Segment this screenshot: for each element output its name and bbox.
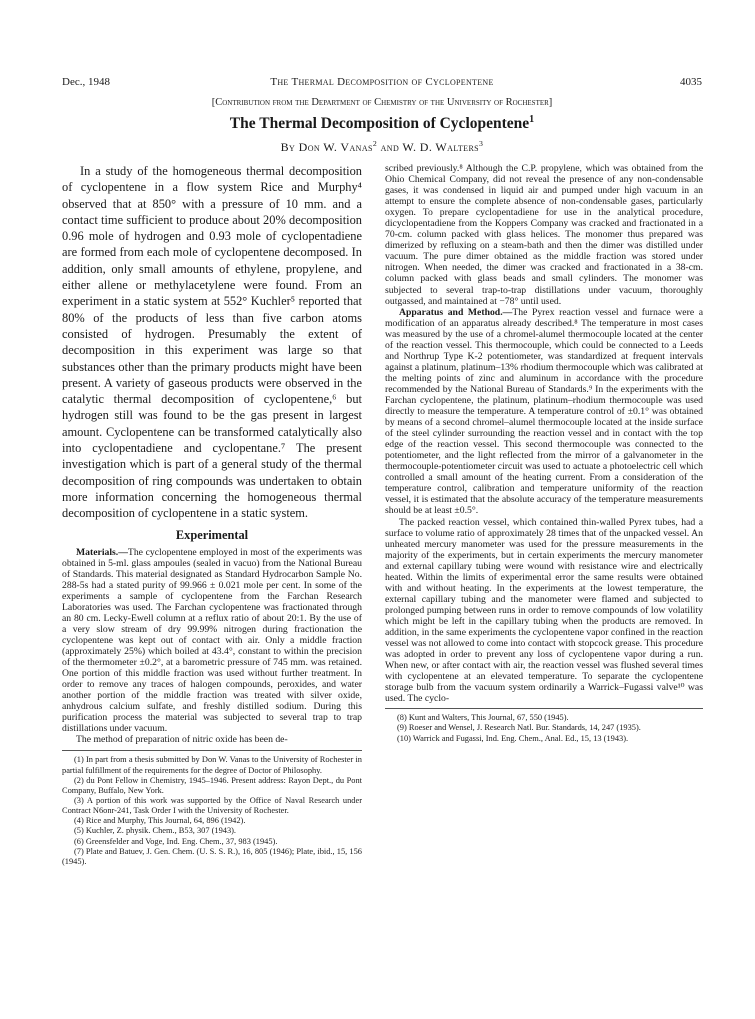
paragraph-text: The Pyrex reaction vessel and furnace were a modification of an apparatus already described.⁸ The temperature in most cases was measured by the use of a chromel-alumel thermocouple located at the center of the reaction vessel. This thermocouple, which could be connected to a Leeds and Northrup Type K-2 potentiometer, was standardized at frequent intervals against a platinum, platinum–13% rhodium thermocouple which was calibrated at the melting points of zinc and aluminum in accordance with the procedure recommended by the National Bureau of Standards.⁹ In the experiments with the Farchan cyclopentene, the platinum, platinum–rhodium thermocouple was used directly to measure the temperature. A temperature control of ±0.1° was obtained by means of a second chromel–alumel thermocouple located at the inside surface of the steel cylinder surrounding the reaction vessel and in contact with the top edge of the reaction vessel. This second thermocouple was connected to the potentiometer, and the light reflected from the mirror of a galvanometer in the thermocouple-potentiometer circuit was used to actuate a photoelectric cell which controlled a small amount of the heating current. From a consideration of the temperature control, calibration and temperature uniformity of the reaction vessel, it is estimated that the absolute accuracy of the temperature measurements should be at least ±0.5°. [385, 306, 703, 517]
footnote: (3) A portion of this work was supported by the Office of Naval Research under Contract N6onr-241, Task Order I with the University of Rochester. [62, 796, 362, 816]
author-footnote-mark: 3 [479, 139, 484, 148]
continuation-paragraph: scribed previously.⁸ Although the C.P. propylene, which was obtained from the Ohio Chemical Company, did not reveal the presence of any non-condensable gases, it was condensed in liquid air and pumped under high vacuum in an attempt to ensure the complete absence of non-condensable gases, particularly oxygen. To prepare cyclopentadiene for use in the analytical procedure, dicyclopentadiene from the Koppers Company was cracked and fractionated in a 70-cm. column packed with glass helices. The monomer thus prepared was dimerized by refluxing on a steam-bath and then the dimer was distilled under vacuum. The pure dimer obtained as the middle fraction was stored under nitrogen. When needed, the dimer was cracked and fractionated in a 38-cm. column packed with glass beads and small cylinders. The monomer was subjected to several trap-to-trap distillations under vacuum, thoroughly outgassed, and maintained at −78° until used. [385, 163, 703, 307]
author-line [62, 140, 702, 155]
materials-paragraph [62, 547, 362, 735]
footnote: (7) Plate and Batuev, J. Gen. Chem. (U. S. S. R.), 16, 805 (1946); Plate, ibid., 15, 156 (1945). [62, 846, 362, 866]
footnotes-right [385, 708, 703, 743]
paragraph-run-head: Materials.— [76, 546, 128, 558]
section-heading: Experimental [175, 527, 249, 542]
article-title-text: The Thermal Decomposition of Cyclopentene [229, 115, 530, 132]
author-name: Don W. Vanas [298, 140, 373, 154]
author-and: and [380, 140, 400, 154]
issue-date: Dec., 1948 [62, 76, 110, 88]
paragraph-text: The cyclopentene employed in most of the experiments was obtained in 5-ml. glass ampoules (sealed in vacuo) from the National Bureau of Standards. This material designated as Standard Hydrocarbon Sample No. 288-5s had a stated purity of 99.966 ± 0.021 mole per cent. In some of the experiments a sample of cyclopentene from the Farchan Research Laboratories was used. The Farchan cyclopentene was fractionated through an 80 cm. Lecky-Ewell column at a reflux ratio of about 20:1. By the use of a very slow stream of dry 99.99% nitrogen during fractionation the cyclopentene was kept out of contact with air. Only a middle fraction (approximately 25%) which boiled at 43.4°, constant to within the precision of the thermometer ±0.2°, at a barometric pressure of 745 mm. was retained. One portion of this middle fraction was used without further treatment. In order to remove any traces of halogen compounds, peroxides, and water another portion of the middle fraction was treated with silver oxide, anhydrous calcium sulfate, and freshly distilled sodium. During this purification process the material was subjected to several trap to trap distillations under vacuum. [62, 546, 362, 735]
packed-vessel-paragraph: The packed reaction vessel, which contained thin-walled Pyrex tubes, had a surface to volume ratio of approximately 28 times that of the unpacked vessel. An unheated mercury manometer was used for the pressure measurements in the majority of the experiments, but in certain experiments the mercury manometer and external capillary tubing were wound with resistance wire and electrically heated. Within the limits of experimental error the same results were obtained with and without heating. In the experiments at the lowest temperature, the external capillary tubing and the manometer were flamed and subjected to prolonged pumping between runs in order to remove compounds of low volatility which might be left in the capillary tubing when the products are removed. In addition, in the same experiments the cyclopentene vapor confined in the reaction vessel was not allowed to come into contact with stopcock grease. This procedure was adopted in order to prevent any loss of cyclopentene vapor during a run. When new, or after contact with air, the reaction vessel was flushed several times with cyclopentene at an elevated temperature. To separate the cyclopentene storage bulb from the vacuum system ordinarily a Warrick–Fugassi valve¹⁰ was used. The cyclo- [385, 516, 703, 705]
article-title [62, 115, 702, 133]
footnote: (10) Warrick and Fugassi, Ind. Eng. Chem., Anal. Ed., 15, 13 (1943). [397, 733, 629, 743]
running-head [62, 76, 702, 90]
title-footnote-mark: 1 [529, 113, 535, 125]
page-number: 4035 [680, 76, 702, 88]
right-column [385, 163, 703, 744]
footnote: (9) Roeser and Wensel, J. Research Natl. Bur. Standards, 14, 247 (1935). [397, 723, 641, 733]
footnote: (4) Rice and Murphy, This Journal, 64, 896 (1942). [74, 816, 246, 826]
footnote: (5) Kuchler, Z. physik. Chem., B53, 307 (1943). [74, 826, 237, 836]
intro-paragraph: In a study of the homogeneous thermal decomposition of cyclopentene in a flow system Rice and Murphy⁴ observed that at 850° with a pressure of 10 mm. and a contact time sufficient to produce about 20% decomposition 0.96 mole of hydrogen and 0.93 mole of cyclopentadiene are formed from each mole of cyclopentene decomposed. In addition, only small amounts of ethylene, propylene, and either allene or methylacetylene were found. From an experiment in a static system at 552° Kuchler⁵ reported that 80% of the products of less than five carbon atoms consisted of hydrogen. Presumably the extent of decomposition in this experiment was large so that substances other than the primary products might have been present. A variety of gaseous products were observed in the catalytic thermal decomposition of cyclopentene,⁶ but hydrogen still was found to be the gas present in largest amount. Cyclopentene can be transformed catalytically also into cyclopentadiene and cyclopentane.⁷ The present investigation which is part of a general study of the thermal decomposition of ring compounds was undertaken to obtain more information concerning the homogeneous thermal decomposition of cyclopentene in a static system. [62, 164, 362, 521]
footnote: (6) Greensfelder and Voge, Ind. Eng. Chem., 37, 983 (1945). [74, 836, 278, 846]
nitric-oxide-paragraph: The method of preparation of nitric oxide has been de- [76, 734, 288, 746]
author-name: W. D. Walters [402, 140, 480, 154]
contribution-line: [Contribution from the Department of Chemistry of the University of Rochester] [211, 97, 553, 108]
running-title: The Thermal Decomposition of Cyclopentene [270, 76, 494, 88]
footnote: (2) du Pont Fellow in Chemistry, 1945–1946. Present address: Rayon Dept., du Pont Company, Buffalo, New York. [62, 775, 362, 795]
apparatus-paragraph [385, 307, 703, 517]
author-by: By [280, 140, 296, 154]
left-column [62, 163, 362, 867]
footnote: (1) In part from a thesis submitted by Don W. Vanas to the University of Rochester in partial fulfillment of the requirements for the degree of Doctor of Philosophy. [62, 755, 362, 775]
footnote: (8) Kunt and Walters, This Journal, 67, 550 (1945). [397, 713, 569, 723]
footnotes-left [62, 750, 362, 867]
paragraph-run-head: Apparatus and Method.— [399, 306, 513, 318]
author-footnote-mark: 2 [372, 139, 378, 148]
